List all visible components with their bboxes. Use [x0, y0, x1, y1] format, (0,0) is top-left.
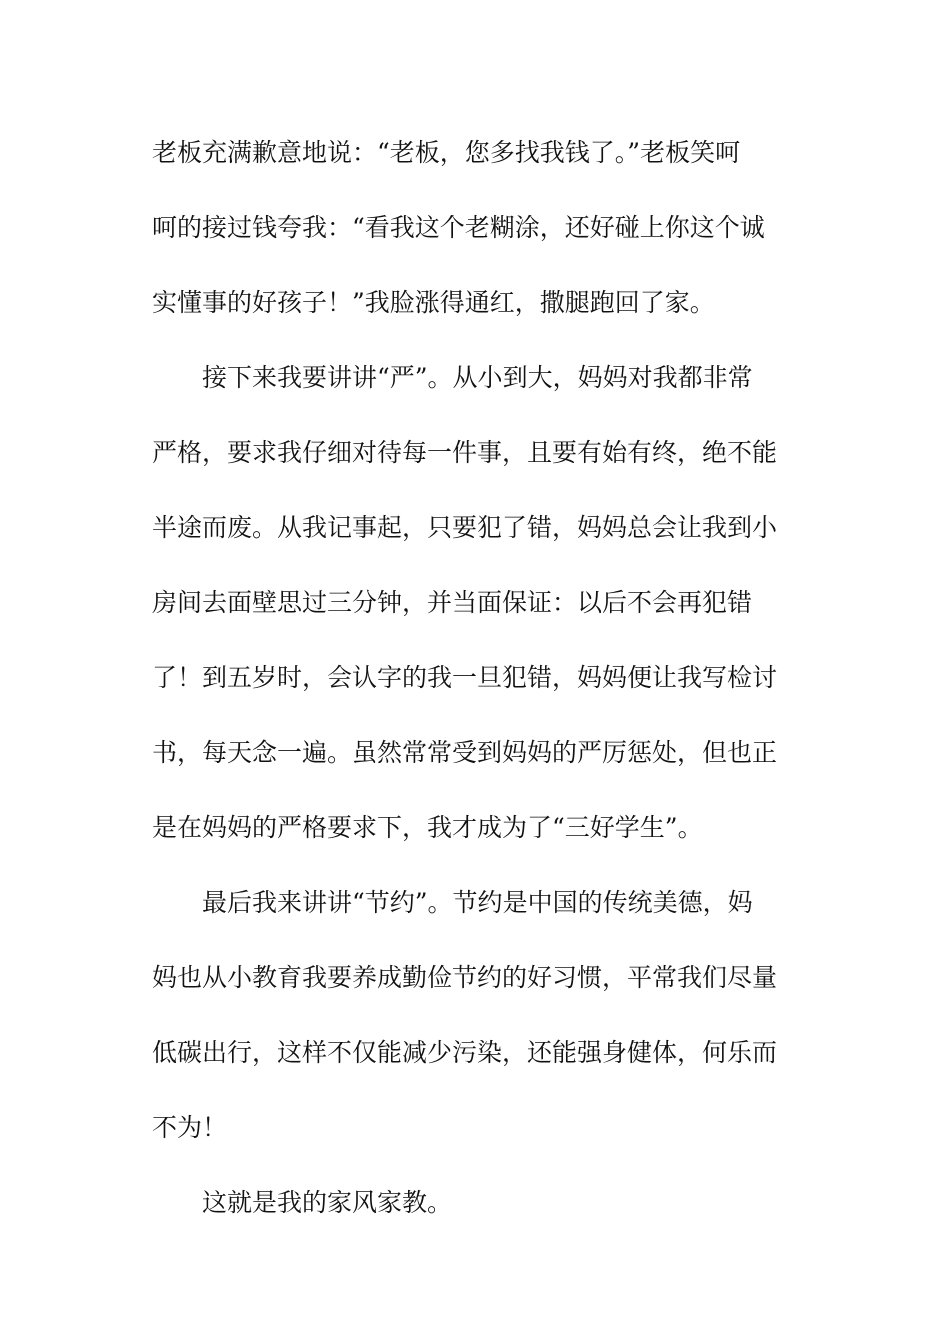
text-line: 不为！: [152, 1113, 228, 1142]
text-line: 半途而废。从我记事起，只要犯了错，妈妈总会让我到小: [152, 513, 778, 542]
text-line: 实懂事的好孩子！”我脸涨得通红，撒腿跑回了家。: [152, 288, 715, 317]
text-line: 书，每天念一遍。虽然常常受到妈妈的严厉惩处，但也正: [152, 738, 778, 767]
text-line: 了！到五岁时，会认字的我一旦犯错，妈妈便让我写检讨: [152, 663, 778, 692]
text-line: 老板充满歉意地说：“老板，您多找我钱了。”老板笑呵: [152, 138, 741, 167]
text-line: 是在妈妈的严格要求下，我才成为了“三好学生”。: [152, 813, 703, 842]
paragraph-start-line: 最后我来讲讲“节约”。节约是中国的传统美德，妈: [202, 888, 753, 917]
text-line: 呵的接过钱夸我：“看我这个老糊涂，还好碰上你这个诚: [152, 213, 765, 242]
text-line: 低碳出行，这样不仅能减少污染，还能强身健体，何乐而: [152, 1038, 778, 1067]
text-line: 妈也从小教育我要养成勤俭节约的好习惯，平常我们尽量: [152, 963, 778, 992]
paragraph-start-line: 这就是我的家风家教。: [202, 1188, 453, 1217]
document-body: [152, 128, 792, 1253]
text-line: 严格，要求我仔细对待每一件事，且要有始有终，绝不能: [152, 438, 778, 467]
paragraph-start-line: 接下来我要讲讲“严”。从小到大，妈妈对我都非常: [202, 363, 753, 392]
text-line: 房间去面壁思过三分钟，并当面保证：以后不会再犯错: [152, 588, 753, 617]
